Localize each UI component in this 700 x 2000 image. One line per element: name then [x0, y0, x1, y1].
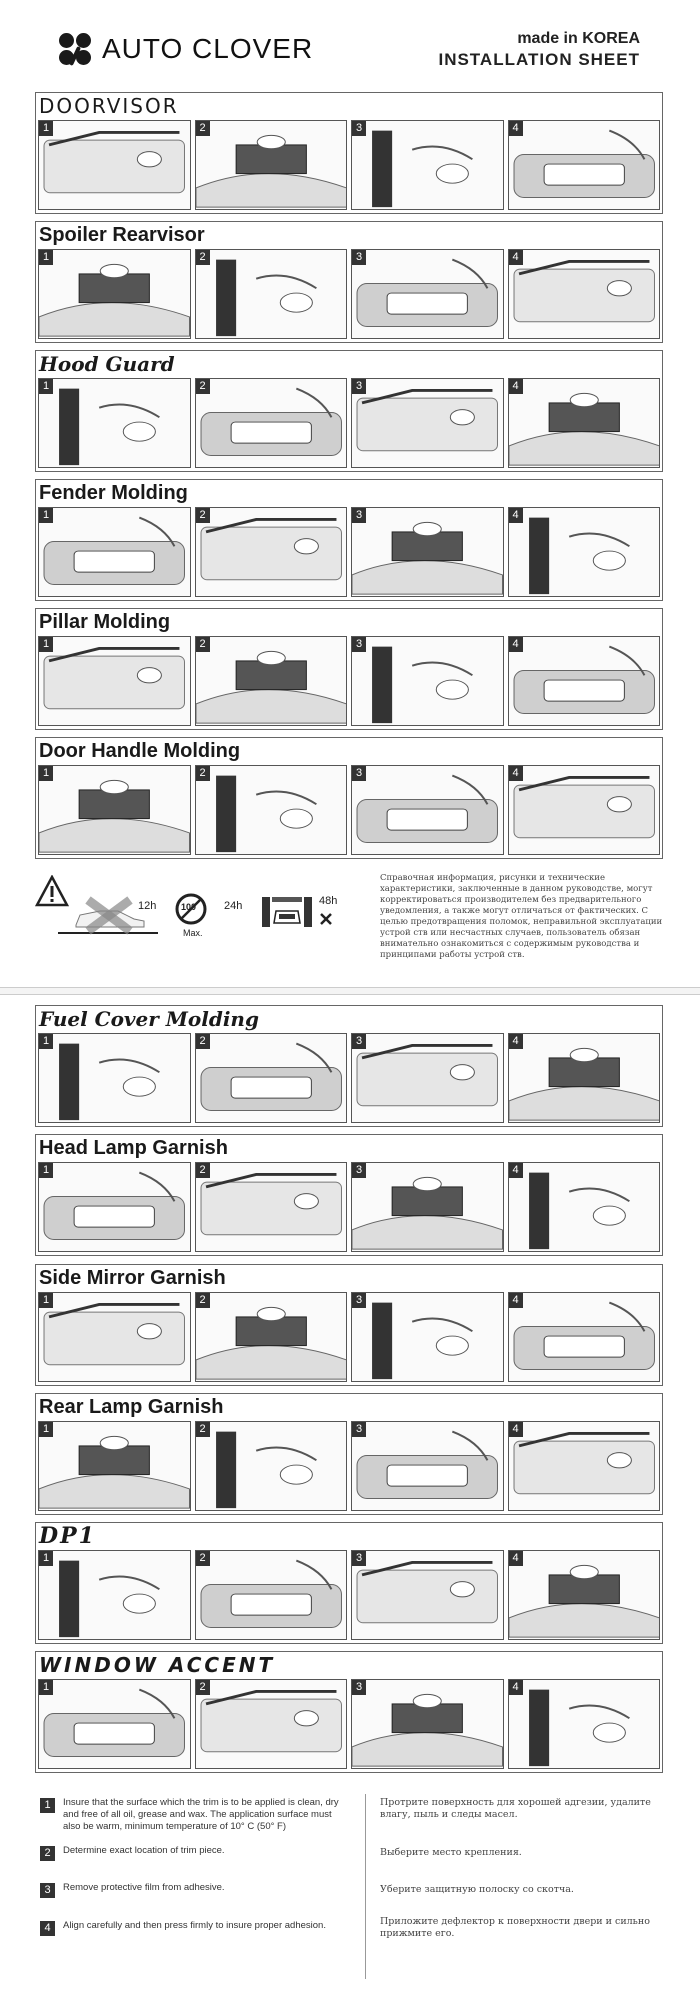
section-hood-guard — [35, 350, 663, 472]
section-dp1 — [35, 1522, 663, 1644]
section-head-lamp-garnish — [35, 1134, 663, 1256]
speed-hours: 24h — [224, 900, 243, 912]
section-door-visor — [35, 92, 663, 214]
step-panel-1 — [38, 1162, 191, 1252]
step-panel-3 — [351, 120, 504, 210]
wash-hours: 12h — [138, 900, 157, 912]
step-panel-2 — [195, 636, 348, 726]
step-panel-3 — [351, 1679, 504, 1769]
made-in-label: made in KOREA — [517, 30, 640, 47]
section-spoiler-rearvisor — [35, 221, 663, 343]
cross-icon — [320, 913, 332, 925]
instruction-ru-3: Уберите защитную полоску со скотча. — [380, 1884, 574, 1895]
brand-logo — [58, 32, 313, 66]
instruction-2 — [40, 1845, 350, 1861]
step-panel-3 — [351, 249, 504, 339]
step-number: 2 — [196, 379, 210, 394]
step-number: 3 — [352, 1680, 366, 1695]
step-panel-4 — [508, 507, 661, 597]
step-panel-4 — [508, 249, 661, 339]
step-illustration — [352, 766, 503, 854]
step-number: 2 — [196, 1293, 210, 1308]
step-illustration — [39, 1551, 190, 1639]
step-illustration — [509, 1422, 660, 1510]
step-illustration — [352, 1551, 503, 1639]
instruction-text: Determine exact location of trim piece. — [63, 1845, 225, 1856]
step-panel-1 — [38, 249, 191, 339]
step-number: 2 — [196, 1680, 210, 1695]
step-number: 3 — [352, 250, 366, 265]
step-illustration — [39, 1163, 190, 1251]
instruction-1 — [40, 1797, 350, 1833]
step-panel-4 — [508, 636, 661, 726]
step-panel-2 — [195, 378, 348, 468]
step-illustration — [509, 121, 660, 209]
section-side-mirror-garnish — [35, 1264, 663, 1386]
step-illustration — [196, 250, 347, 338]
step-illustration — [509, 379, 660, 467]
step-panel-1 — [38, 1292, 191, 1382]
step-illustration — [352, 379, 503, 467]
section-title: Rear Lamp Garnish — [39, 1396, 224, 1418]
step-number: 2 — [196, 250, 210, 265]
steps-row — [38, 120, 660, 210]
step-number: 4 — [509, 1034, 523, 1049]
step-panel-4 — [508, 120, 661, 210]
section-title: Head Lamp Garnish — [39, 1137, 228, 1159]
step-illustration — [509, 1551, 660, 1639]
step-illustration — [509, 1163, 660, 1251]
steps-row — [38, 1679, 660, 1769]
step-panel-3 — [351, 636, 504, 726]
step-illustration — [509, 1034, 660, 1122]
instruction-ru-1: Протрите поверхность для хорошей адгезии, удалите влагу, пыль и следы масел. — [380, 1797, 651, 1820]
step-panel-2 — [195, 507, 348, 597]
step-number: 4 — [509, 1163, 523, 1178]
step-number: 3 — [352, 379, 366, 394]
steps-row — [38, 1550, 660, 1640]
sheet-title: INSTALLATION SHEET — [438, 50, 640, 69]
step-illustration — [352, 1422, 503, 1510]
step-number: 3 — [352, 1551, 366, 1566]
step-illustration — [196, 1551, 347, 1639]
step-panel-1 — [38, 636, 191, 726]
section-title: Pillar Molding — [39, 611, 171, 633]
step-number: 4 — [509, 766, 523, 781]
step-number: 1 — [39, 1551, 53, 1566]
step-number: 4 — [509, 250, 523, 265]
steps-row — [38, 507, 660, 597]
step-number: 2 — [196, 1422, 210, 1437]
step-panel-2 — [195, 1292, 348, 1382]
step-illustration — [39, 1293, 190, 1381]
step-illustration — [509, 250, 660, 338]
section-title: Fender Molding — [39, 482, 188, 504]
speed-limit-value: 100 — [181, 902, 197, 912]
section-rear-lamp-garnish — [35, 1393, 663, 1515]
step-illustration — [352, 508, 503, 596]
step-panel-1 — [38, 1421, 191, 1511]
step-panel-4 — [508, 1033, 661, 1123]
clover-icon — [58, 32, 92, 66]
step-panel-2 — [195, 1033, 348, 1123]
step-number: 1 — [39, 1163, 53, 1178]
step-number: 1 — [39, 1293, 53, 1308]
step-illustration — [39, 379, 190, 467]
step-number: 3 — [352, 121, 366, 136]
step-panel-4 — [508, 1421, 661, 1511]
step-number: 3 — [352, 1034, 366, 1049]
step-illustration — [509, 1680, 660, 1768]
step-illustration — [39, 1034, 190, 1122]
step-panel-3 — [351, 1550, 504, 1640]
step-panel-4 — [508, 1679, 661, 1769]
section-title: Spoiler Rearvisor — [39, 224, 205, 246]
step-panel-3 — [351, 1292, 504, 1382]
step-number: 1 — [39, 1422, 53, 1437]
step-panel-1 — [38, 1679, 191, 1769]
step-illustration — [352, 1163, 503, 1251]
section-title: WINDOW ACCENT — [39, 1653, 276, 1677]
step-illustration — [196, 379, 347, 467]
step-number: 1 — [39, 379, 53, 394]
step-number: 3 — [352, 1293, 366, 1308]
step-illustration — [352, 1034, 503, 1122]
step-panel-1 — [38, 120, 191, 210]
step-panel-3 — [351, 1033, 504, 1123]
step-panel-1 — [38, 1550, 191, 1640]
steps-row — [38, 249, 660, 339]
step-illustration — [39, 508, 190, 596]
step-number: 1 — [39, 1034, 53, 1049]
step-number: 4 — [509, 1293, 523, 1308]
step-panel-1 — [38, 378, 191, 468]
step-illustration — [509, 766, 660, 854]
step-illustration — [352, 637, 503, 725]
instruction-ru-2: Выберите место крепления. — [380, 1847, 522, 1858]
step-illustration — [39, 1680, 190, 1768]
step-number: 1 — [39, 1680, 53, 1695]
instruction-text: Align carefully and then press firmly to insure proper adhesion. — [63, 1920, 326, 1931]
section-title: DP1 — [39, 1523, 96, 1549]
step-panel-3 — [351, 1421, 504, 1511]
step-panel-3 — [351, 378, 504, 468]
section-door-handle-molding — [35, 737, 663, 859]
step-badge: 1 — [40, 1798, 55, 1813]
step-panel-1 — [38, 765, 191, 855]
step-number: 2 — [196, 1034, 210, 1049]
step-badge: 2 — [40, 1846, 55, 1861]
step-panel-3 — [351, 1162, 504, 1252]
step-illustration — [196, 637, 347, 725]
step-number: 4 — [509, 379, 523, 394]
step-number: 1 — [39, 766, 53, 781]
step-number: 4 — [509, 1422, 523, 1437]
russian-notice: Справочная информация, рисунки и технические характеристики, заключенные в данном руководстве, могут корректироваться производителем без предварительного уведомления, а также могут отличаться от фактических. С целью предотвращения поломок, неправильной эксплуатации устрой ств или несчастных случаев, пользователь обязан внимательно ознакомиться с содержимым руководства и принципами работы устрой ств. — [380, 873, 663, 960]
steps-row — [38, 765, 660, 855]
step-number: 1 — [39, 250, 53, 265]
section-title: Door Handle Molding — [39, 740, 241, 762]
step-number: 3 — [352, 766, 366, 781]
steps-row — [38, 378, 660, 468]
step-illustration — [352, 1293, 503, 1381]
step-illustration — [196, 121, 347, 209]
header — [0, 0, 700, 88]
step-illustration — [39, 1422, 190, 1510]
page-one — [0, 0, 700, 987]
step-illustration — [39, 121, 190, 209]
step-number: 1 — [39, 121, 53, 136]
instruction-4 — [40, 1920, 350, 1936]
step-number: 3 — [352, 508, 366, 523]
step-panel-4 — [508, 765, 661, 855]
step-panel-2 — [195, 1550, 348, 1640]
step-number: 4 — [509, 1680, 523, 1695]
step-panel-2 — [195, 1679, 348, 1769]
brand-name: AUTO CLOVER — [102, 33, 314, 64]
step-illustration — [196, 1680, 347, 1768]
speed-max-label: Max. — [183, 928, 203, 938]
step-number: 2 — [196, 508, 210, 523]
section-fender-molding — [35, 479, 663, 601]
page-separator — [0, 987, 700, 995]
step-panel-1 — [38, 1033, 191, 1123]
step-number: 1 — [39, 637, 53, 652]
step-panel-2 — [195, 1421, 348, 1511]
step-number: 3 — [352, 1422, 366, 1437]
steps-row — [38, 1033, 660, 1123]
carwash-hours: 48h — [319, 895, 338, 907]
step-illustration — [352, 1680, 503, 1768]
step-panel-1 — [38, 507, 191, 597]
step-illustration — [509, 508, 660, 596]
step-panel-4 — [508, 1292, 661, 1382]
step-illustration — [509, 637, 660, 725]
step-panel-2 — [195, 120, 348, 210]
section-window-accent — [35, 1651, 663, 1773]
step-illustration — [196, 1034, 347, 1122]
step-panel-4 — [508, 378, 661, 468]
step-panel-2 — [195, 249, 348, 339]
section-fuel-cover-molding — [35, 1005, 663, 1127]
step-number: 3 — [352, 637, 366, 652]
car-wash-icon — [260, 895, 314, 929]
instructions-divider — [365, 1794, 366, 1979]
step-illustration — [352, 250, 503, 338]
step-number: 1 — [39, 508, 53, 523]
step-panel-3 — [351, 507, 504, 597]
step-illustration — [39, 250, 190, 338]
step-panel-2 — [195, 1162, 348, 1252]
step-number: 4 — [509, 1551, 523, 1566]
step-illustration — [196, 1163, 347, 1251]
step-number: 2 — [196, 766, 210, 781]
steps-row — [38, 1421, 660, 1511]
step-panel-2 — [195, 765, 348, 855]
step-badge: 4 — [40, 1921, 55, 1936]
step-number: 2 — [196, 1551, 210, 1566]
instruction-3 — [40, 1882, 350, 1898]
step-panel-4 — [508, 1162, 661, 1252]
step-illustration — [196, 508, 347, 596]
step-number: 2 — [196, 1163, 210, 1178]
section-title: Hood Guard — [39, 352, 175, 376]
step-illustration — [196, 1422, 347, 1510]
step-number: 4 — [509, 637, 523, 652]
step-panel-4 — [508, 1550, 661, 1640]
step-number: 4 — [509, 508, 523, 523]
section-title: DOORVISOR — [39, 94, 179, 118]
instruction-text: Remove protective film from adhesive. — [63, 1882, 225, 1893]
instruction-ru-4: Приложите дефлектор к поверхности двери и сильно прижмите его. — [380, 1916, 650, 1939]
step-illustration — [196, 1293, 347, 1381]
step-illustration — [509, 1293, 660, 1381]
step-illustration — [39, 766, 190, 854]
step-number: 4 — [509, 121, 523, 136]
step-number: 2 — [196, 637, 210, 652]
step-illustration — [196, 766, 347, 854]
steps-row — [38, 636, 660, 726]
instruction-text: Insure that the surface which the trim is to be applied is clean, dry and free of all oil, grease and wax. The application surface must also be warm, minimum temperature of 10° C (50° F) — [63, 1797, 339, 1832]
step-illustration — [352, 121, 503, 209]
section-pillar-molding — [35, 608, 663, 730]
steps-row — [38, 1162, 660, 1252]
step-illustration — [39, 637, 190, 725]
step-number: 3 — [352, 1163, 366, 1178]
step-panel-3 — [351, 765, 504, 855]
section-title: Fuel Cover Molding — [39, 1007, 259, 1031]
section-title: Side Mirror Garnish — [39, 1267, 226, 1289]
steps-row — [38, 1292, 660, 1382]
step-badge: 3 — [40, 1883, 55, 1898]
step-number: 2 — [196, 121, 210, 136]
